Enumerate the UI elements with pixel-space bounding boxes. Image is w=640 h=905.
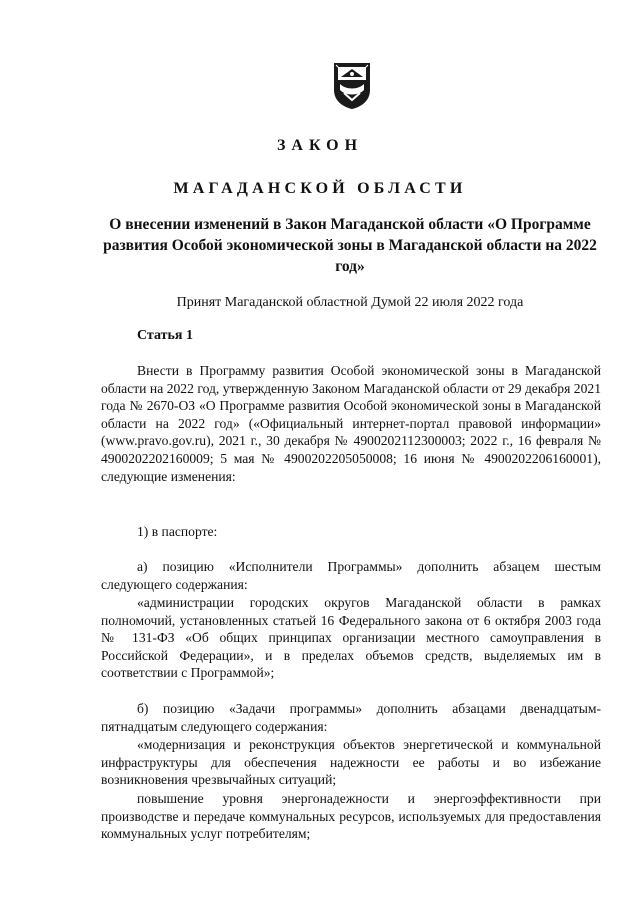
item-b-quote-1-paragraph: «модернизация и реконструкция объектов энергетической и коммунальной инфраструктуры для обеспечения надежности ее работы и во избежание возникновения чрезвычайных ситуаций; bbox=[101, 737, 601, 788]
intro-paragraph: Внести в Программу развития Особой экономической зоны в Магаданской области на 2022 год, утвержденную Законом Магаданской области от 29 декабря 2021 года № 2670-ОЗ «О Программе развития Особой экономической зоны в Магаданской области на 2022 год» («Официальный интернет-портал правовой информации» (www.pravo.gov.ru), 2021 г., 30 декабря № 4900202112300003; 2022 г., 16 февраля № 4900202202160009; 5 мая № 4900202205050008; 16 июня № 4900202206160001), следующие изменения: bbox=[101, 363, 601, 484]
document-name: О внесении изменений в Закон Магаданской области «О Программе развития Особой экономической зоны в Магаданской области на 2022 год» bbox=[103, 216, 597, 275]
region-title: МАГАДАНСКОЙ ОБЛАСТИ bbox=[173, 180, 467, 197]
law-title: ЗАКОН bbox=[276, 137, 364, 154]
item-b-quote-2-paragraph: повышение уровня энергонадежности и энергоэффективности при производстве и передаче коммунальных ресурсов, используемых для предоставления коммунальных услуг потребителям; bbox=[101, 791, 601, 842]
article-title: Статья 1 bbox=[137, 328, 193, 343]
item-b-paragraph: б) позицию «Задачи программы» дополнить абзацами двенадцатым-пятнадцатым следующего содержания: bbox=[101, 701, 601, 734]
coat-of-arms-icon bbox=[331, 60, 373, 110]
item-a-paragraph: а) позицию «Исполнители Программы» дополнить абзацем шестым следующего содержания: bbox=[101, 559, 601, 592]
adoption-line: Принят Магаданской областной Думой 22 июля 2022 года bbox=[176, 295, 524, 310]
item-a-quote-paragraph: «администрации городских округов Магаданской области в рамках полномочий, установленных статьей 16 Федерального закона от 6 октября 2003 года № 131-ФЗ «Об общих принципах организации местного самоуправления в Российской Федерации», и в пределах объемов средств, выделяемых им в соответствии с Программой»; bbox=[101, 595, 601, 681]
item-1-paragraph: 1) в паспорте: bbox=[137, 524, 218, 539]
